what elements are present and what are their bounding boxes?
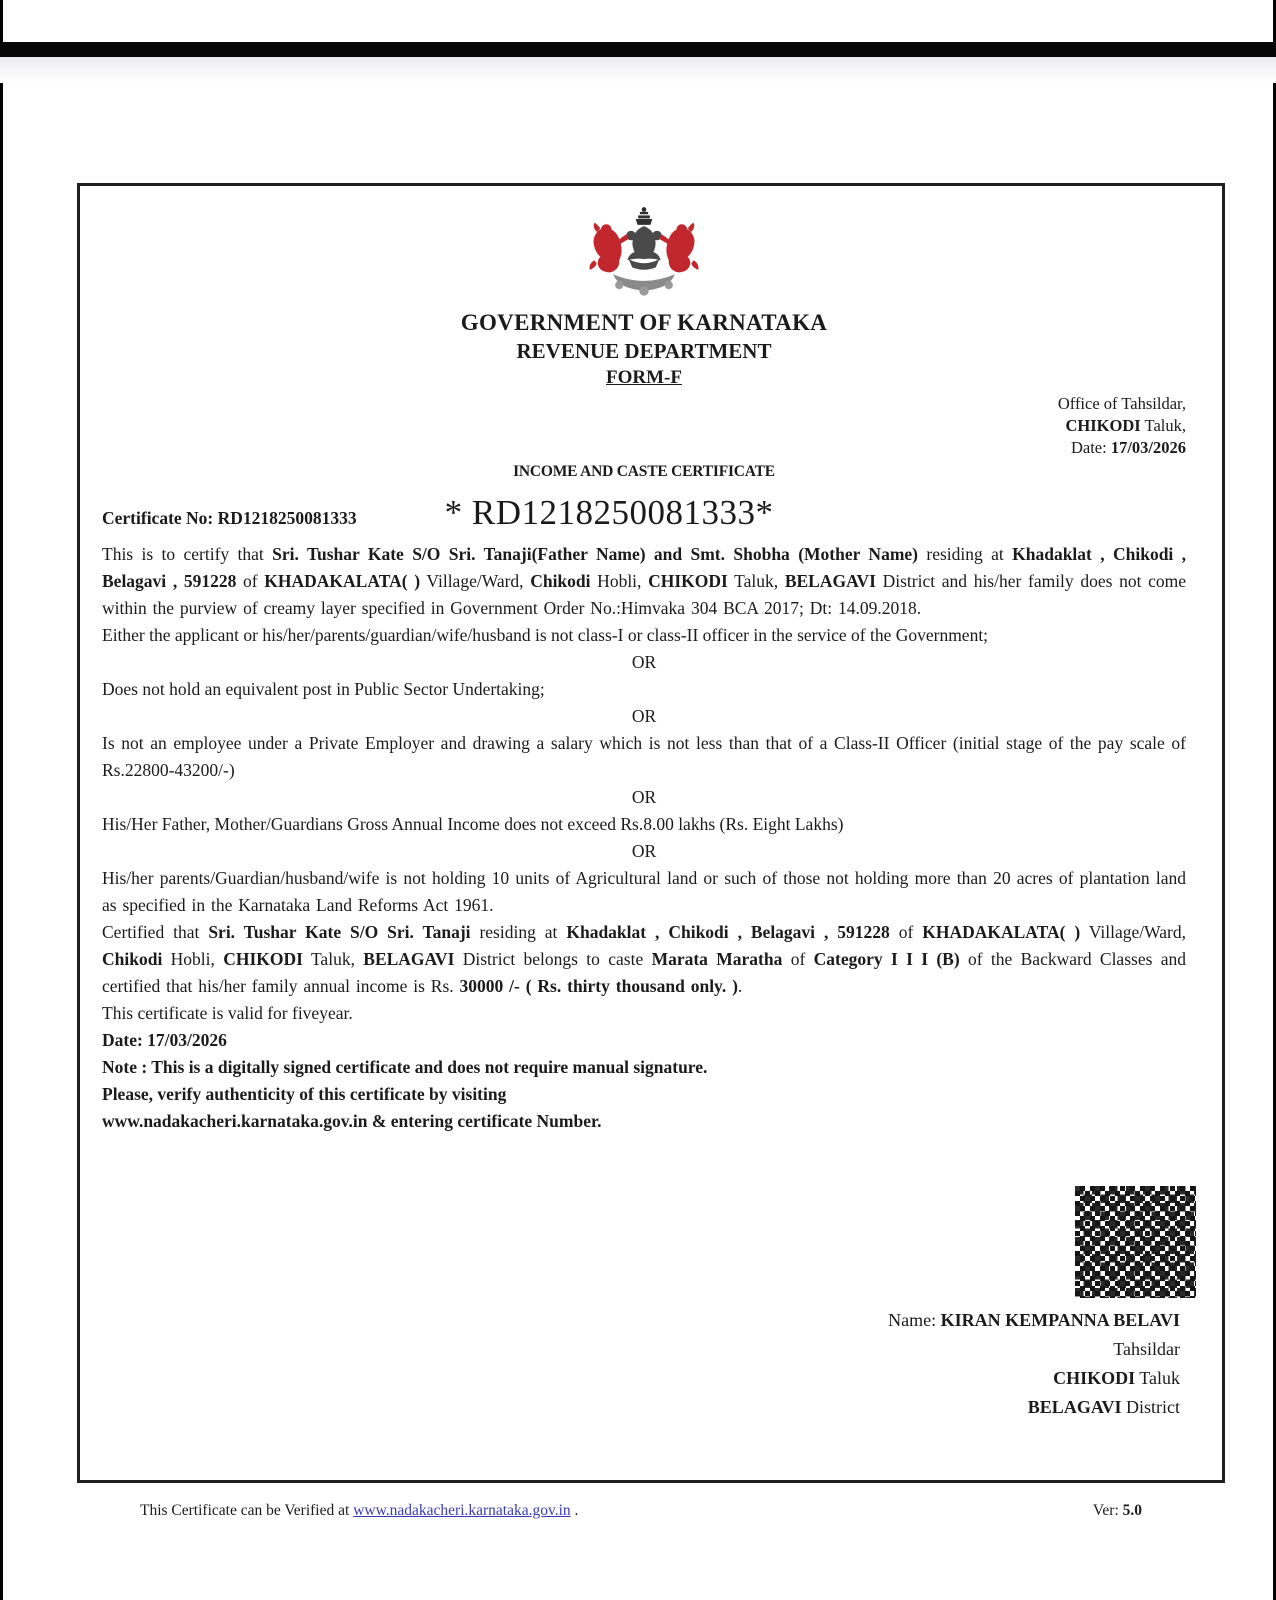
office-line-1: Office of Tahsildar, — [1057, 394, 1186, 413]
clause-private-employer: Is not an employee under a Private Employer and drawing a salary which is not less than that of a Class-II Officer (initial stage of the pay scale of Rs.22800-43200/-) — [102, 733, 1186, 780]
office-line-2: CHIKODI Taluk, — [1065, 416, 1186, 435]
clause-income: His/Her Father, Mother/Guardians Gross Annual Income does not exceed Rs.8.00 lakhs (Rs. Eight Lakhs) — [102, 814, 844, 834]
or-separator: OR — [631, 787, 657, 807]
certificate-number-label: Certificate No: RD1218250081333 — [102, 508, 357, 528]
government-title: GOVERNMENT OF KARNATAKA — [460, 310, 828, 335]
signatory-taluk: CHIKODI Taluk — [1053, 1368, 1180, 1388]
form-name: FORM-F — [606, 367, 682, 388]
clause-psu: Does not hold an equivalent post in Public Sector Undertaking; — [102, 679, 545, 699]
page-left-edge — [0, 0, 3, 1600]
certificate-number-barcode-text: * RD1218250081333* — [444, 493, 774, 532]
certificate-border-box — [77, 183, 1225, 1483]
version-label: Ver: 5.0 — [1092, 1502, 1142, 1519]
footer-verification-text: This Certificate can be Verified at www.nadakacheri.karnataka.gov.in . — [140, 1502, 579, 1519]
validity-line: This certificate is valid for fiveyear. — [102, 1003, 353, 1023]
karnataka-state-emblem-icon — [585, 204, 703, 300]
signatory-district: BELAGAVI District — [1027, 1397, 1180, 1417]
or-separator: OR — [631, 841, 657, 861]
issue-date-line: Date: 17/03/2026 — [102, 1030, 227, 1050]
certify-paragraph: This is to certify that Sri. Tushar Kate S/O Sri. Tanaji(Father Name) and Smt. Shobha (Mother Name) residing at Khadaklat , Chikodi , Belagavi , 591228 of KHADAKALATA( ) Village/Ward, Chikodi Hobli, CHIKODI Taluk, BELAGAVI District and his/her family does not come within the purview of creamy layer specified in Government Order No.:Himvaka 304 BCA 2017; Dt: 14.09.2018. — [102, 544, 1187, 618]
certified-paragraph: Certified that Sri. Tushar Kate S/O Sri. Tanaji residing at Khadaklat , Chikodi , Belagavi , 591228 of KHADAKALATA( ) Village/Ward, Chikodi Hobli, CHIKODI Taluk, BELAGAVI District belongs to caste Marata Maratha of Category I I I (B) of the Backward Classes and certified that his/her family annual income is Rs. 30000 /- ( Rs. thirty thousand only. ). — [102, 922, 1187, 996]
signatory-block — [888, 1306, 1180, 1422]
verification-link[interactable]: www.nadakacheri.karnataka.gov.in — [353, 1502, 571, 1519]
page-top-shadow — [0, 57, 1276, 83]
clause-land: His/her parents/Guardian/husband/wife is not holding 10 units of Agricultural land or such of those not holding more than 20 acres of plantation land as specified in the Karnataka Land Reforms Act 1961. — [102, 868, 1186, 915]
verify-instruction: Please, verify authenticity of this certificate by visiting www.nadakacheri.karnataka.gov.in & entering certificate Number. — [102, 1084, 602, 1131]
department-title: REVENUE DEPARTMENT — [516, 339, 772, 363]
signatory-role: Tahsildar — [1113, 1339, 1180, 1359]
viewer-page-separator-bar — [0, 42, 1276, 57]
digital-signature-note: Note : This is a digitally signed certificate and does not require manual signature. — [102, 1057, 708, 1077]
document-title: INCOME AND CASTE CERTIFICATE — [513, 463, 775, 480]
clause-officer: Either the applicant or his/her/parents/guardian/wife/husband is not class-I or class-II officer in the service of the Government; — [102, 625, 989, 645]
certificate-body — [102, 541, 1186, 1135]
or-separator: OR — [631, 652, 657, 672]
signatory-name-line: Name: KIRAN KEMPANNA BELAVI — [888, 1310, 1180, 1330]
office-block — [102, 393, 1186, 459]
qr-code — [1075, 1186, 1196, 1298]
page-footer — [140, 1502, 1142, 1520]
certificate-number-row — [102, 493, 1186, 533]
or-separator: OR — [631, 706, 657, 726]
office-line-3: Date: 17/03/2026 — [1070, 438, 1186, 457]
